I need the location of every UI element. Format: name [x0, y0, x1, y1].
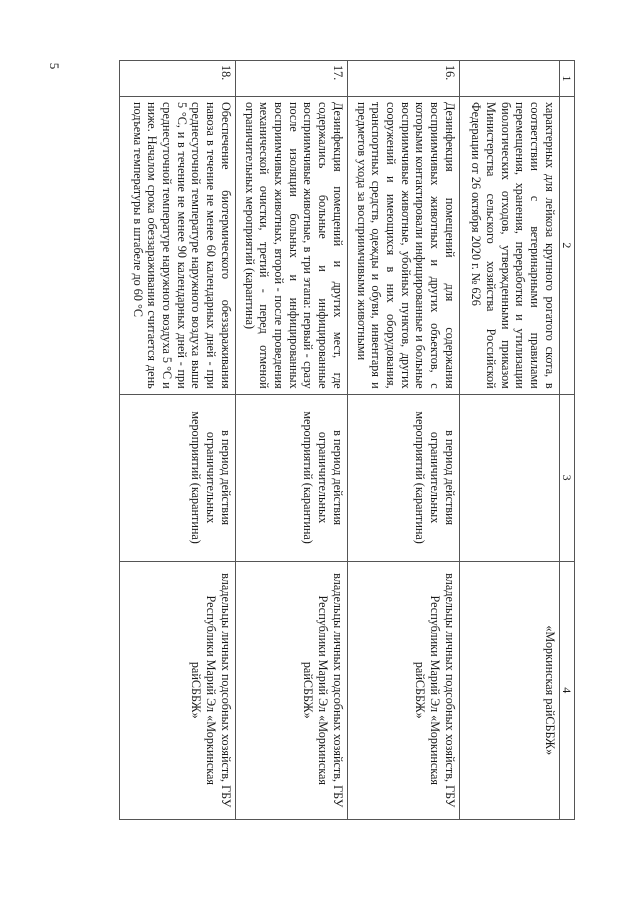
- row-responsible: владельцы личных подсобных хозяйств, ГБУ Республики Марий Эл «Моркинская райСББЖ»: [119, 561, 235, 819]
- row-period: в период действия ограничительных мероприятий (карантина): [119, 394, 235, 561]
- header-col-2: 2: [559, 96, 574, 394]
- row-responsible: «Моркинская райСББЖ»: [459, 561, 559, 819]
- table-header-row: [559, 61, 574, 820]
- table-row: [235, 61, 347, 820]
- row-measure: характерных для лейкоза крупного рогатого скота, в соответствии с ветеринарными правилами перемещения, хранения, переработки и утилизации биологических отходов, утвержденными приказом Министерства сельского хозяйства Российской Федерации от 26 октября 2020 г. № 626: [459, 96, 559, 394]
- row-period: [459, 394, 559, 561]
- measures-table: [119, 60, 575, 820]
- row-number: 18.: [119, 61, 235, 97]
- table-row: [347, 61, 459, 820]
- header-col-4: 4: [559, 561, 574, 819]
- row-measure: Обеспечение биотермического обеззараживания навоза в течение не менее 60 календарных дней - при среднесуточной температуре наружного воздуха выше 5 °С, и в течение не менее 90 календарных дней - при среднесуточной температуре наружного воздуха 5 °С и ниже. Началом срока обеззараживания считается день подъема температуры в штабеле до 60 °С: [119, 96, 235, 394]
- rotated-document-table: [75, 60, 575, 820]
- row-responsible: владельцы личных подсобных хозяйств, ГБУ Республики Марий Эл «Моркинская райСББЖ»: [235, 561, 347, 819]
- row-measure: Дезинфекция помещений для содержания восприимчивых животных и других объектов, с которыми контактировали инфицированные и больные восприимчивые животные, убойных пунктов, других сооружений и имеющихся в них оборудования, транспортных средств, одежды и обуви, инвентаря и предметов ухода за восприимчивыми животными: [347, 96, 459, 394]
- row-measure: Дезинфекция помещений и других мест, где содержались больные и инфицированные восприимчивые животные, в три этапа: первый - сразу после изоляции больных и инфицированных восприимчивых животных, второй - после проведения механической очистки, третий - перед отменой ограничительных мероприятий (карантина): [235, 96, 347, 394]
- table-row: [459, 61, 559, 820]
- page-number: 5: [47, 62, 62, 70]
- row-period: в период действия ограничительных мероприятий (карантина): [347, 394, 459, 561]
- row-number: 17.: [235, 61, 347, 97]
- row-number: [459, 61, 559, 97]
- row-number: 16.: [347, 61, 459, 97]
- row-responsible: владельцы личных подсобных хозяйств, ГБУ Республики Марий Эл «Моркинская райСББЖ»: [347, 561, 459, 819]
- row-period: в период действия ограничительных мероприятий (карантина): [235, 394, 347, 561]
- table-row: [119, 61, 235, 820]
- header-col-3: 3: [559, 394, 574, 561]
- header-col-1: 1: [559, 61, 574, 97]
